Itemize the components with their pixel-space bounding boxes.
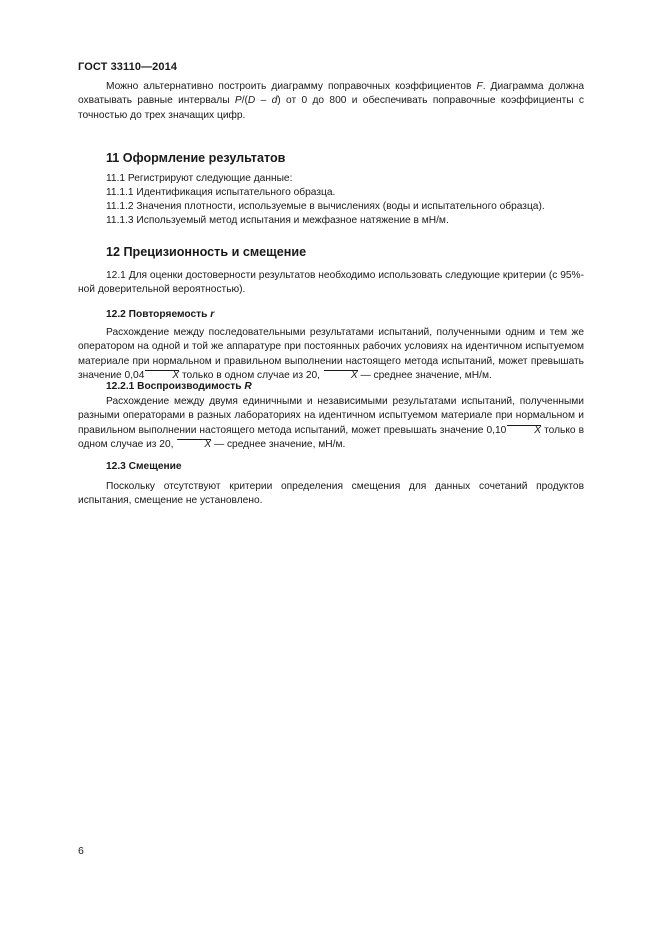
section-12-2-1-heading <box>106 381 252 392</box>
symbol-d: d <box>271 95 278 107</box>
item-11-1-2: 11.1.2 Значения плотности, используемые в вычислениях (воды и испытательного образца). <box>106 201 545 212</box>
intro-text-a: Можно альтернативно построить диаграмму поправочных коэффициентов <box>106 81 477 92</box>
paragraph-12-2 <box>78 326 584 383</box>
p12-2-1-coefficient: 0,10 <box>486 424 507 436</box>
x-mean-symbol: X <box>323 369 358 383</box>
paragraph-12-1: 12.1 Для оценки достоверности результатов необходимо использовать следующие критерии (с 95%-ной доверительной вероятностью). <box>78 270 584 296</box>
item-11-1: 11.1 Регистрируют следующие данные: <box>106 173 293 184</box>
p12-2-coefficient: 0,04 <box>124 369 145 381</box>
section-12-2-title: 12.2 Повторяемость <box>106 309 211 320</box>
paragraph-12-3: Поскольку отсутствуют критерии определения смещения для данных сочетаний продуктов испытания, смещение не установлено. <box>78 481 584 507</box>
intro-text-b: . Диаграмма должна охватывать равные интервалы <box>78 81 584 107</box>
section-11-heading: 11 Оформление результатов <box>106 151 286 165</box>
x-mean-symbol: X <box>144 369 179 383</box>
section-12-2-heading <box>106 309 214 320</box>
p12-2-text-b: только в одном случае из 20, <box>179 369 323 381</box>
standard-designation: ГОСТ 33110—2014 <box>78 61 178 73</box>
p12-2-1-text-a: Расхождение между двумя единичными и независимыми результатами испытаний, полученными разными операторами в разных лабораториях на идентичном испытуемом материале при нормальном и правильном выполнении настоящего метода испытаний, может превышать значение <box>78 396 584 436</box>
p12-2-text-a: Расхождение между последовательными результатами испытаний, полученными одним и тем же оператором на одной и той же аппаратуре при постоянных рабочих условиях на идентичном испытуемом материале при нормальном и правильном выполнении настоящего метода испытаний, может превышать значение <box>78 327 584 381</box>
section-12-3-heading: 12.3 Смещение <box>106 461 182 472</box>
intro-paragraph <box>78 80 584 123</box>
symbol-F: F <box>476 81 483 92</box>
p12-2-1-text-c: — среднее значение, мН/м. <box>211 438 346 450</box>
p12-2-1-text-b: только в одном случае из 20, <box>78 424 584 450</box>
symbol-R: R <box>244 381 252 392</box>
symbol-r: r <box>210 309 215 320</box>
p12-2-text-c: — среднее значение, мН/м. <box>357 369 492 381</box>
intro-dash: – <box>255 95 272 107</box>
paragraph-12-2-1 <box>78 395 584 452</box>
intro-text-c: /( <box>241 95 248 107</box>
section-12-heading: 12 Прецизионность и смещение <box>106 245 307 259</box>
item-11-1-1: 11.1.1 Идентификация испытательного образца. <box>106 187 336 198</box>
x-mean-symbol: X <box>506 424 541 438</box>
x-mean-symbol: X <box>176 438 211 452</box>
page-number: 6 <box>78 845 84 857</box>
item-11-1-3: 11.1.3 Используемый метод испытания и межфазное натяжение в мН/м. <box>106 215 449 226</box>
symbol-P: P <box>234 95 242 107</box>
section-12-2-1-title: 12.2.1 Воспроизводимость <box>106 381 245 392</box>
intro-text-e: ) от 0 до 800 и обеспечивать поправочные коэффициенты с точностью до трех значащих цифр. <box>78 95 584 121</box>
symbol-D: D <box>247 95 256 107</box>
